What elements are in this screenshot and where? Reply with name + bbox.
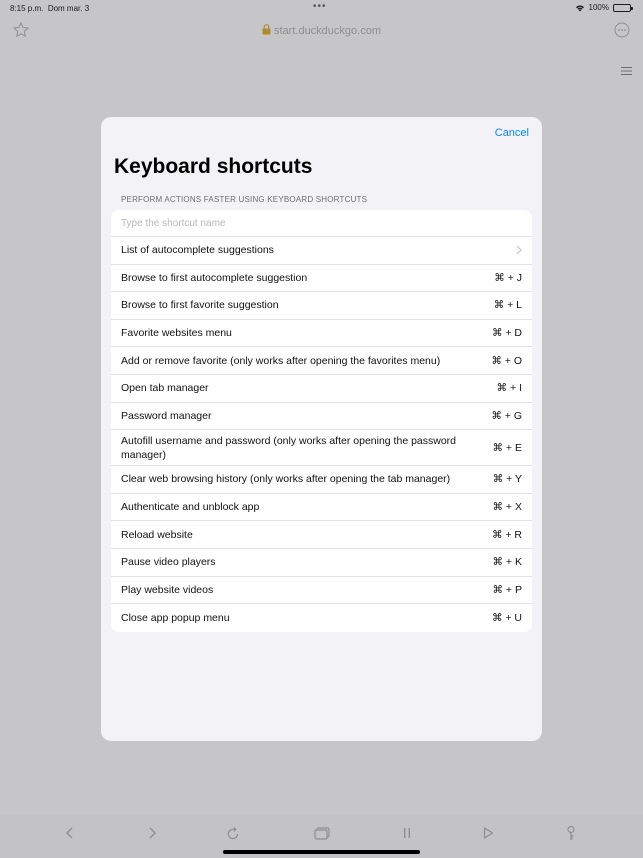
keyboard-shortcuts-sheet: [101, 117, 542, 741]
shortcut-row[interactable]: [111, 347, 532, 375]
shortcut-label: Browse to first autocomplete suggestion: [121, 271, 308, 284]
shortcut-label: Authenticate and unblock app: [121, 501, 260, 514]
home-indicator[interactable]: [223, 850, 420, 854]
status-indicators: [575, 3, 631, 12]
shortcut-label: Browse to first favorite suggestion: [121, 299, 279, 312]
shortcut-label: Clear web browsing history (only works after opening the tab manager): [121, 473, 451, 486]
shortcut-row[interactable]: [111, 320, 532, 348]
chevron-right-icon: [516, 245, 522, 255]
shortcut-label: Open tab manager: [121, 382, 209, 395]
search-row: [111, 210, 532, 237]
key-icon[interactable]: [564, 825, 578, 841]
shortcut-row[interactable]: [111, 403, 532, 431]
tabs-icon[interactable]: [313, 825, 331, 841]
shortcut-row[interactable]: [111, 466, 532, 494]
shortcut-label: Reload website: [121, 528, 193, 541]
status-time: 8:15 p.m. Dom mar. 3: [10, 4, 90, 13]
shortcut-row[interactable]: [111, 265, 532, 293]
shortcut-row[interactable]: [111, 577, 532, 605]
reload-icon[interactable]: [226, 825, 240, 841]
shortcut-key: ⌘ + P: [492, 583, 522, 596]
shortcut-label: Pause video players: [121, 556, 216, 569]
url-text: start.duckduckgo.com: [274, 25, 381, 37]
cancel-button[interactable]: Cancel: [494, 127, 529, 139]
shortcut-key: ⌘ + K: [492, 556, 522, 569]
shortcut-row[interactable]: [111, 604, 532, 632]
shortcut-label: Play website videos: [121, 583, 214, 596]
hamburger-icon[interactable]: [621, 66, 632, 76]
section-header: PERFORM ACTIONS FASTER USING KEYBOARD SHORTCUTS: [121, 195, 368, 204]
status-bar: [0, 0, 643, 18]
shortcut-key: ⌘ + J: [494, 271, 522, 284]
shortcut-row[interactable]: [111, 430, 532, 466]
shortcut-key: ⌘ + G: [491, 409, 522, 422]
status-date: Dom mar. 3: [47, 4, 90, 13]
shortcut-row[interactable]: [111, 494, 532, 522]
pause-icon[interactable]: [400, 825, 414, 841]
page-title: Keyboard shortcuts: [114, 155, 313, 178]
address-bar[interactable]: [0, 24, 643, 37]
forward-icon[interactable]: [145, 825, 159, 841]
search-input[interactable]: [121, 218, 532, 229]
shortcut-row[interactable]: [111, 521, 532, 549]
shortcut-key: ⌘ + I: [496, 382, 522, 395]
shortcuts-list: [111, 210, 532, 632]
shortcut-label: Password manager: [121, 409, 212, 422]
shortcut-label: Add or remove favorite (only works after opening the favorites menu): [121, 354, 441, 367]
shortcut-key: ⌘ + L: [493, 299, 522, 312]
shortcut-row[interactable]: [111, 375, 532, 403]
shortcut-label: Autofill username and password (only works after opening the password manager): [121, 434, 457, 461]
shortcut-key: ⌘ + D: [491, 327, 522, 340]
shortcut-key: ⌘ + Y: [492, 473, 522, 486]
back-icon[interactable]: [63, 825, 77, 841]
shortcut-row[interactable]: [111, 549, 532, 577]
shortcut-key: ⌘ + E: [492, 441, 522, 454]
wifi-icon: [575, 4, 585, 12]
battery-percent: 100%: [588, 3, 609, 12]
more-icon[interactable]: [614, 22, 630, 38]
shortcut-key: ⌘ + X: [492, 501, 522, 514]
multitasking-dots[interactable]: •••: [313, 1, 327, 12]
row-label: List of autocomplete suggestions: [121, 244, 274, 257]
shortcut-label: Close app popup menu: [121, 611, 230, 624]
lock-icon: [262, 24, 271, 35]
shortcut-key: ⌘ + R: [491, 528, 522, 541]
shortcut-key: ⌘ + U: [491, 611, 522, 624]
shortcut-key: ⌘ + O: [491, 354, 522, 367]
shortcut-label: Favorite websites menu: [121, 327, 232, 340]
play-icon[interactable]: [481, 825, 495, 841]
battery-icon: [613, 4, 631, 12]
shortcut-row[interactable]: [111, 292, 532, 320]
browser-toolbar: [0, 18, 643, 46]
autocomplete-suggestions-item[interactable]: [111, 237, 532, 265]
